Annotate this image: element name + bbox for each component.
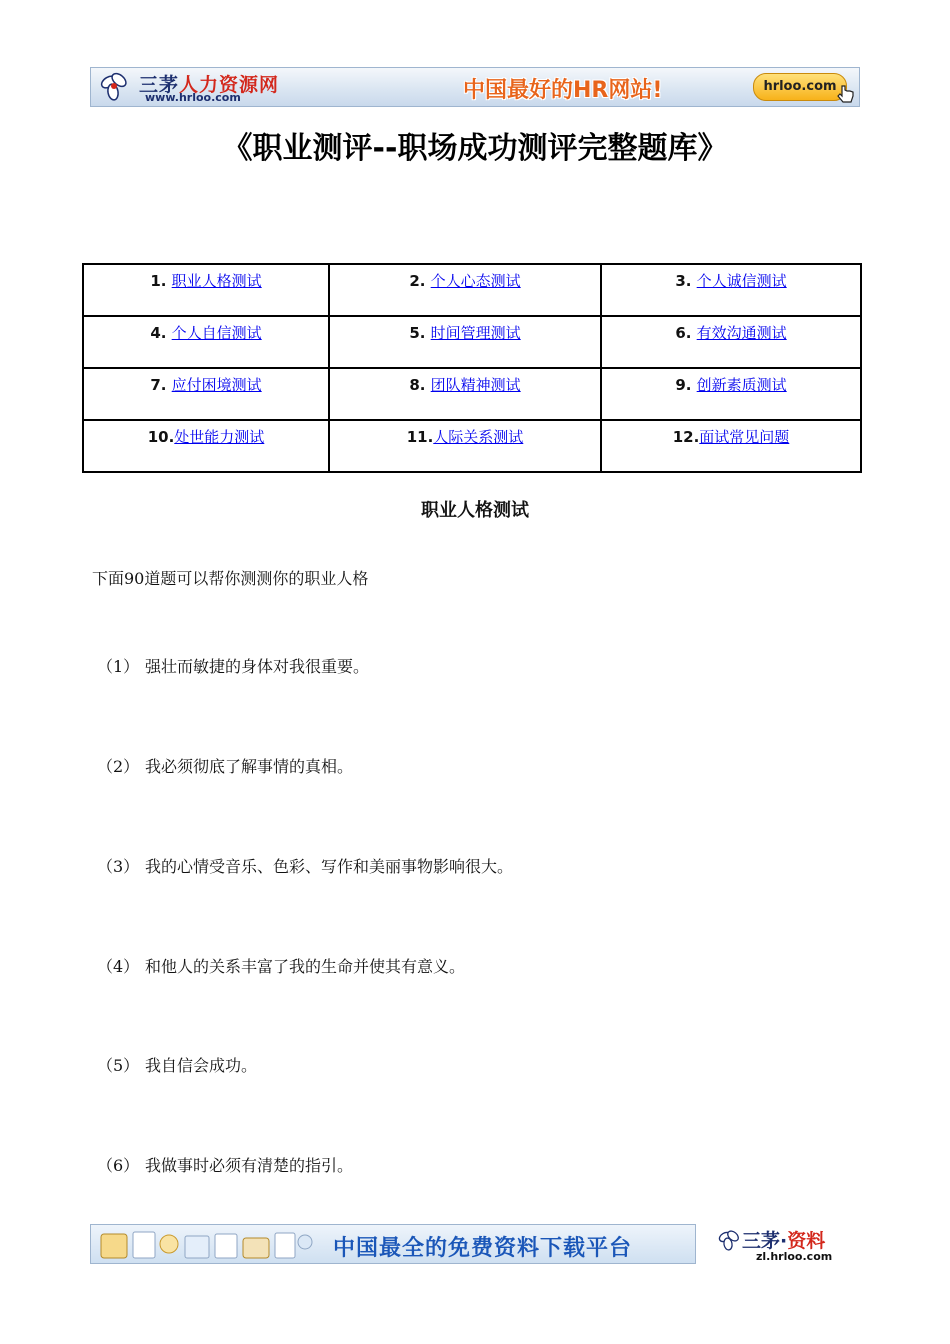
question-item — [97, 754, 353, 777]
toc-number: 8. — [409, 376, 431, 394]
question-number: （6） — [97, 1156, 140, 1175]
question-number: （5） — [97, 1056, 140, 1075]
toc-link[interactable]: 人际关系测试 — [433, 428, 524, 446]
table-row — [83, 316, 861, 368]
toc-cell — [601, 316, 861, 368]
toc-link[interactable]: 创新素质测试 — [696, 376, 787, 394]
toc-link[interactable]: 团队精神测试 — [430, 376, 521, 394]
toc-link[interactable]: 个人心态测试 — [430, 272, 521, 290]
toc-number: 7. — [150, 376, 172, 394]
question-item — [97, 954, 465, 977]
toc-link[interactable]: 时间管理测试 — [430, 324, 521, 342]
question-number: （3） — [97, 857, 140, 876]
toc-cell — [329, 420, 601, 472]
toc-link[interactable]: 个人自信测试 — [171, 324, 262, 342]
toc-cell — [329, 264, 601, 316]
question-item — [97, 1153, 353, 1176]
document-icons-strip — [97, 1228, 317, 1262]
toc-cell — [83, 316, 329, 368]
toc-link[interactable]: 面试常见问题 — [699, 428, 790, 446]
brand-logo-text: 三茅人力资源网 — [139, 74, 280, 96]
banner-slogan: 中国最好的HR网站! — [463, 78, 663, 103]
logo-flower-icon — [716, 1228, 742, 1252]
table-row — [83, 264, 861, 316]
question-number: （1） — [97, 657, 140, 676]
toc-cell — [601, 420, 861, 472]
toc-cell — [83, 368, 329, 420]
toc-number: 5. — [409, 324, 431, 342]
toc-cell — [83, 420, 329, 472]
toc-number: 12. — [672, 428, 700, 446]
bottom-banner-slogan: 中国最全的免费资料下载平台 — [333, 1236, 633, 1261]
brand-url: www.hrloo.com — [145, 91, 241, 104]
toc-link[interactable]: 有效沟通测试 — [696, 324, 787, 342]
logo-flower-icon — [97, 70, 133, 104]
question-number: （2） — [97, 757, 140, 776]
toc-cell — [83, 264, 329, 316]
toc-cell — [329, 316, 601, 368]
question-item — [97, 1053, 257, 1076]
toc-number: 11. — [406, 428, 434, 446]
question-text: 强壮而敏捷的身体对我很重要。 — [145, 657, 370, 676]
toc-cell — [601, 368, 861, 420]
question-text: 我做事时必须有清楚的指引。 — [145, 1156, 354, 1175]
question-text: 和他人的关系丰富了我的生命并使其有意义。 — [145, 957, 466, 976]
question-item — [97, 654, 369, 677]
hand-pointer-icon — [837, 84, 855, 104]
site-link-button[interactable]: hrloo.com — [753, 73, 847, 101]
toc-number: 2. — [409, 272, 431, 290]
question-item — [97, 854, 513, 877]
toc-link[interactable]: 职业人格测试 — [171, 272, 262, 290]
zl-logo[interactable] — [716, 1226, 856, 1266]
top-ad-banner[interactable] — [90, 67, 860, 107]
section-heading: 职业人格测试 — [421, 500, 529, 521]
contents-table — [82, 263, 862, 473]
bottom-ad-banner[interactable] — [90, 1224, 696, 1264]
toc-link[interactable]: 处世能力测试 — [174, 428, 265, 446]
toc-number: 6. — [675, 324, 697, 342]
toc-link[interactable]: 个人诚信测试 — [696, 272, 787, 290]
toc-number: 3. — [675, 272, 697, 290]
question-text: 我必须彻底了解事情的真相。 — [145, 757, 354, 776]
document-title: 《职业测评--职场成功测评完整题库》 — [222, 131, 728, 166]
toc-number: 4. — [150, 324, 172, 342]
toc-number: 10. — [147, 428, 175, 446]
table-row — [83, 368, 861, 420]
intro-paragraph: 下面90道题可以帮你测测你的职业人格 — [92, 569, 369, 588]
zl-logo-url: zl.hrloo.com — [756, 1250, 833, 1263]
toc-cell — [601, 264, 861, 316]
toc-link[interactable]: 应付困境测试 — [171, 376, 262, 394]
table-row — [83, 420, 861, 472]
toc-cell — [329, 368, 601, 420]
toc-number: 1. — [150, 272, 172, 290]
question-text: 我的心情受音乐、色彩、写作和美丽事物影响很大。 — [145, 857, 514, 876]
question-number: （4） — [97, 957, 140, 976]
toc-number: 9. — [675, 376, 697, 394]
question-text: 我自信会成功。 — [145, 1056, 258, 1075]
zl-logo-name: 三茅·资料 — [742, 1230, 826, 1252]
